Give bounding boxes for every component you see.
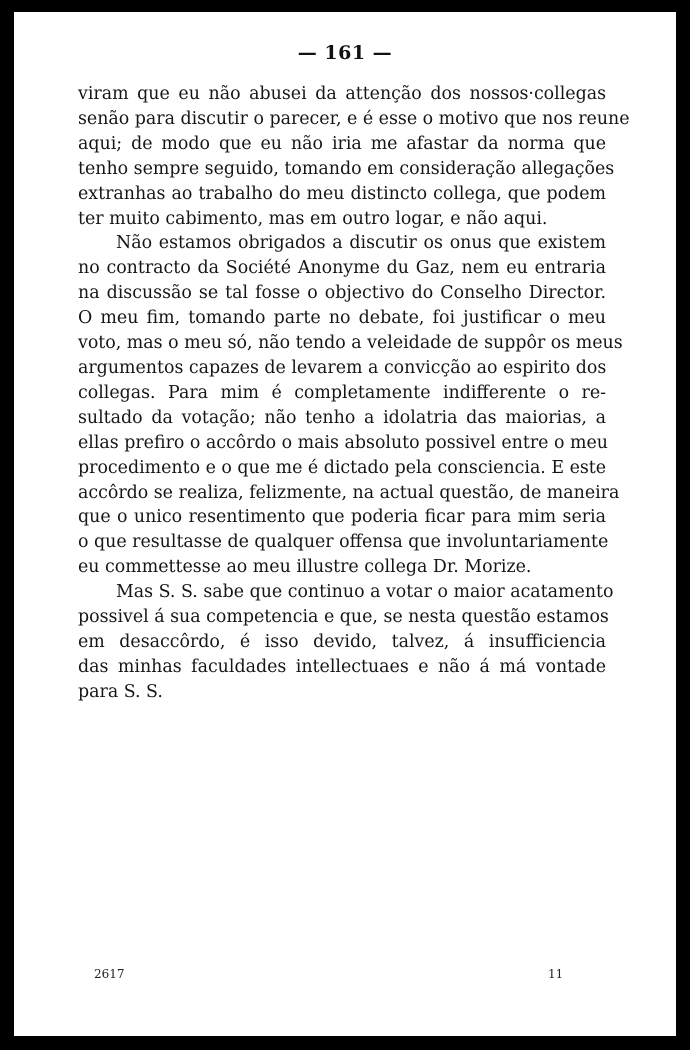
text-line: para S. S. <box>78 681 163 702</box>
text-line: viram que eu não abusei da attenção dos nossos·collegas <box>78 84 606 104</box>
text-line: aqui; de modo que eu não iria me afastar da norma que <box>78 133 606 154</box>
text-line: das minhas faculdades intellectuaes e não á má vontade <box>78 656 606 677</box>
text-line: extranhas ao trabalho do meu distincto collega, que podem <box>78 183 606 204</box>
text-line: O meu fim, tomando parte no debate, foi justificar o meu <box>78 308 606 329</box>
page-number: — 161 — <box>297 42 393 64</box>
text-line: eu commettesse ao meu illustre collega Dr. Morize. <box>78 557 532 578</box>
text-line: Não estamos obrigados a discutir os onus que existem <box>116 233 606 254</box>
text-line: que o unico resentimento que poderia ficar para mim seria <box>78 507 606 528</box>
text-line: senão para discutir o parecer, e é esse o motivo que nos reune <box>78 108 630 129</box>
text-line: collegas. Para mim é completamente indifferente o re- <box>78 382 606 403</box>
text-line: no contracto da Société Anonyme du Gaz, nem eu entraria <box>78 258 606 279</box>
text-line: argumentos capazes de levarem a convicção ao espirito dos <box>78 357 607 378</box>
text-line: tenho sempre seguido, tomando em consideração allegações <box>78 158 615 179</box>
signature-mark: 2617 <box>94 967 125 981</box>
text-line: possivel á sua competencia e que, se nesta questão estamos <box>78 607 609 628</box>
text-line: Mas S. S. sabe que continuo a votar o maior acatamento <box>116 582 614 603</box>
document-page <box>14 12 676 1036</box>
text-line: ter muito cabimento, mas em outro logar, e não aqui. <box>78 208 548 229</box>
text-line: ellas prefiro o accôrdo o mais absoluto possivel entre o meu <box>78 432 608 453</box>
text-line: em desaccôrdo, é isso devido, talvez, á insufficiencia <box>78 631 606 652</box>
body-text <box>78 82 630 705</box>
paragraph-2 <box>78 231 623 580</box>
text-line: procedimento e o que me é dictado pela consciencia. E este <box>78 457 607 478</box>
text-line: na discussão se tal fosse o objectivo do Conselho Director. <box>78 283 606 304</box>
text-line: sultado da votação; não tenho a idolatria das maiorias, a <box>78 407 606 428</box>
text-line: voto, mas o meu só, não tendo a veleidade de suppôr os meus <box>78 333 623 354</box>
text-line: o que resultasse de qualquer offensa que involuntariamente <box>78 532 609 553</box>
paragraph-1 <box>78 82 630 231</box>
paragraph-3 <box>78 580 614 705</box>
text-line: accôrdo se realiza, felizmente, na actual questão, de maneira <box>78 482 620 503</box>
sheet-mark: 11 <box>548 967 564 981</box>
